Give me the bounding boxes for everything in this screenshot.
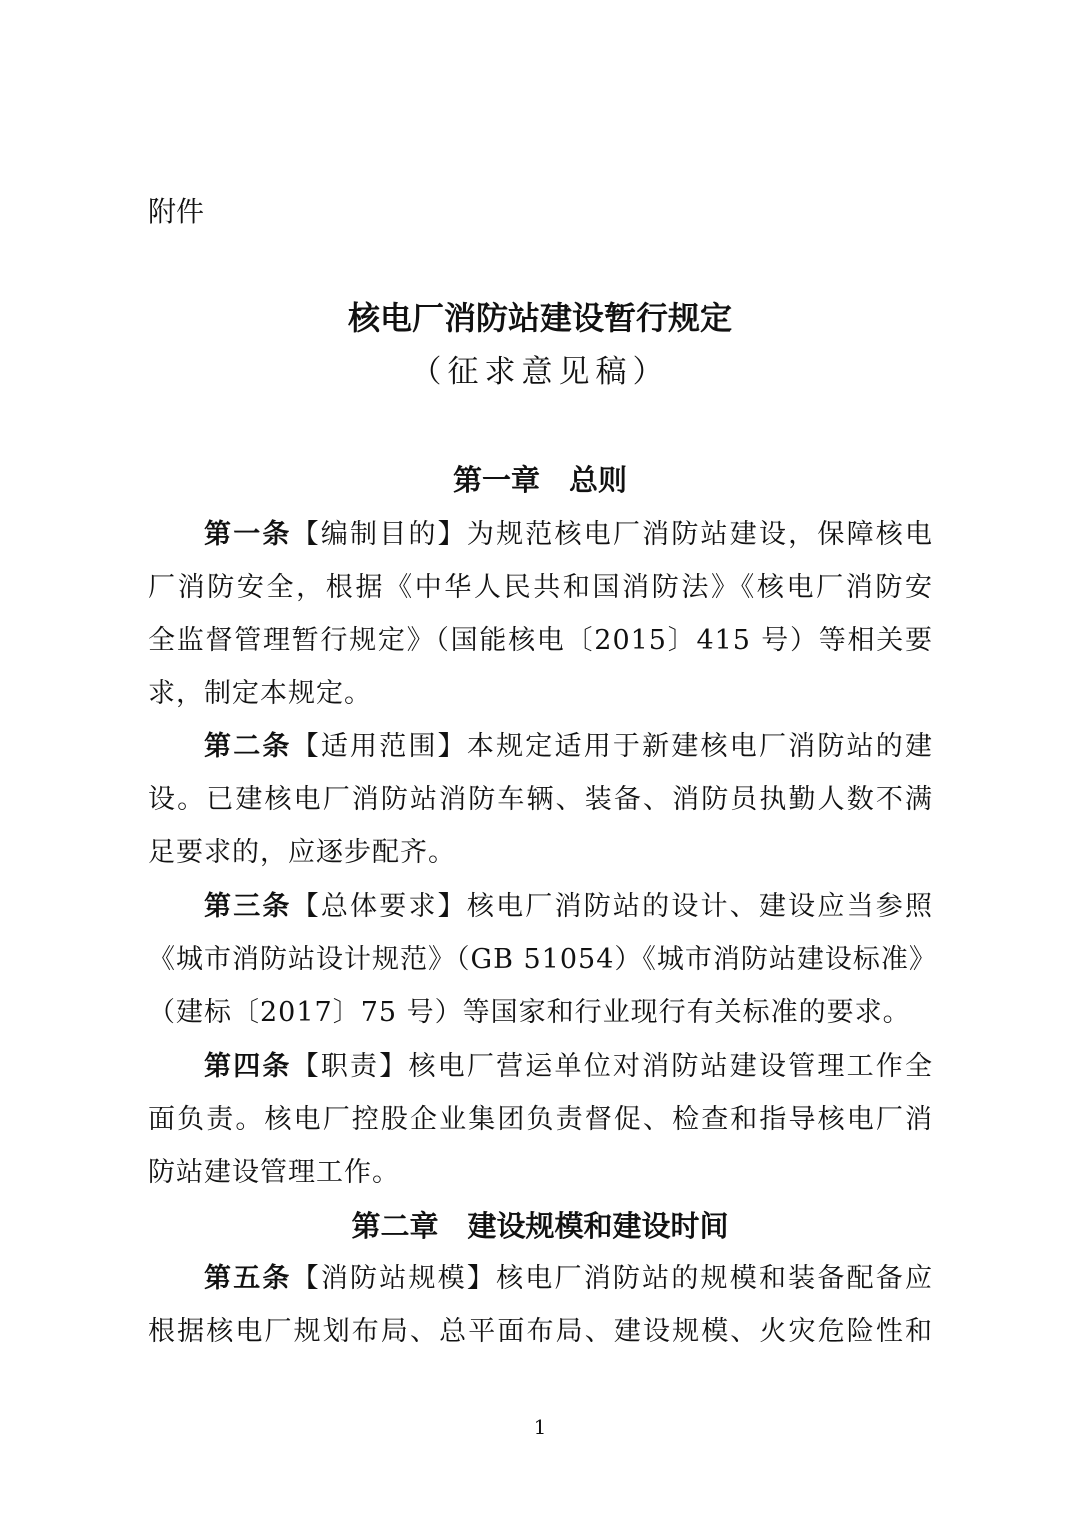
article-4-head: 第四条 — [204, 1051, 292, 1082]
article-5-line-1 — [204, 1252, 933, 1305]
article-4-line-1 — [204, 1040, 933, 1093]
article-3-line-1 — [204, 880, 933, 933]
article-2-head: 第二条 — [204, 731, 292, 762]
chapter-heading-2: 第二章 建设规模和建设时间 — [351, 1209, 729, 1243]
article-5-line-2: 根据核电厂规划布局、总平面布局、建设规模、火灾危险性和 — [148, 1316, 933, 1347]
document-subtitle: （征求意见稿） — [410, 354, 670, 390]
page-number: 1 — [533, 1415, 547, 1439]
article-3-line-2: 《城市消防站设计规范》（GB 51054）《城市消防站建设标准》 — [148, 944, 937, 975]
attachment-label: 附件 — [148, 195, 205, 228]
article-3-line-3: （建标〔2017〕75 号）等国家和行业现行有关标准的要求。 — [148, 997, 911, 1028]
article-1-line-3: 全监督管理暂行规定》（国能核电〔2015〕415 号）等相关要 — [148, 625, 933, 656]
article-4-line-2: 面负责。核电厂控股企业集团负责督促、检查和指导核电厂消 — [148, 1104, 933, 1135]
article-3-head: 第三条 — [204, 891, 292, 922]
article-1-head: 第一条 — [204, 519, 292, 550]
article-1-text-1: 【编制目的】为规范核电厂消防站建设，保障核电 — [291, 519, 933, 550]
article-5-head: 第五条 — [204, 1263, 292, 1294]
article-4-text-1: 【职责】核电厂营运单位对消防站建设管理工作全 — [291, 1051, 933, 1082]
chapter-heading-1: 第一章 总则 — [452, 463, 627, 497]
article-1-line-2: 厂消防安全，根据《中华人民共和国消防法》《核电厂消防安 — [148, 572, 933, 603]
article-4-line-3: 防站建设管理工作。 — [148, 1157, 400, 1188]
article-1-line-1 — [204, 508, 933, 561]
document-title: 核电厂消防站建设暂行规定 — [347, 299, 732, 337]
article-5-text-1: 【消防站规模】核电厂消防站的规模和装备配备应 — [291, 1263, 933, 1294]
article-3-text-1: 【总体要求】核电厂消防站的设计、建设应当参照 — [291, 891, 933, 922]
article-2-text-1: 【适用范围】本规定适用于新建核电厂消防站的建 — [291, 731, 933, 762]
article-2-line-3: 足要求的，应逐步配齐。 — [148, 837, 456, 868]
article-1-line-4: 求，制定本规定。 — [148, 678, 372, 709]
article-2-line-2: 设。已建核电厂消防站消防车辆、装备、消防员执勤人数不满 — [148, 784, 933, 815]
article-2-line-1 — [204, 720, 933, 773]
